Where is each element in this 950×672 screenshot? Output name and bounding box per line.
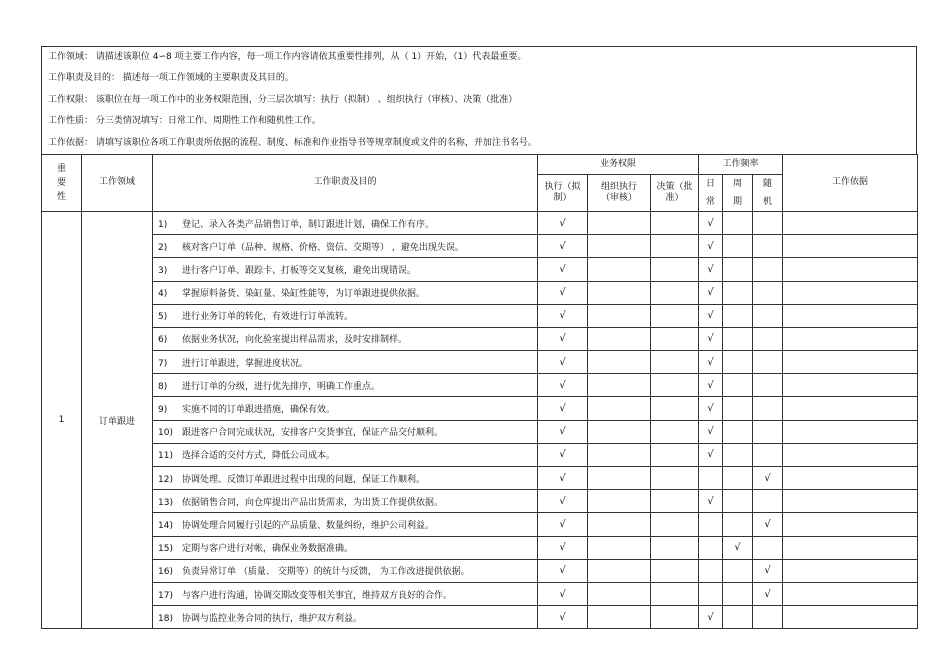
basis-cell [783,443,918,466]
periodic-check-cell [723,327,753,350]
basis-cell [783,420,918,443]
importance-cell: 1 [42,211,82,628]
duty-number: 10) [158,428,173,439]
duty-text: 核对客户订单（品种、规格、价格、资信、交期等） ，避免出现失误。 [182,242,464,253]
random-check-cell [753,536,783,559]
table-row [42,304,918,327]
duty-text: 实施不同的订单跟进措施，确保有效。 [182,405,336,416]
periodic-check-cell [723,513,753,536]
periodic-check-cell: √ [723,536,753,559]
duty-number: 8) [158,381,168,392]
duty-number: 11) [158,451,173,462]
decide-check-cell [651,235,699,258]
header-duties: 工作职责及目的 [153,154,538,211]
duty-number: 16) [158,567,173,578]
daily-check-cell: √ [699,327,723,350]
daily-check-cell: √ [699,490,723,513]
duty-text: 选择合适的交付方式，降低公司成本。 [182,451,336,462]
daily-check-cell: √ [699,281,723,304]
basis-cell [783,304,918,327]
daily-check-cell: √ [699,211,723,234]
header-domain: 工作领域 [82,154,153,211]
random-check-cell [753,420,783,443]
daily-check-cell: √ [699,443,723,466]
table-row [42,374,918,397]
duty-cell [153,606,538,629]
random-check-cell: √ [753,559,783,582]
random-check-cell [753,327,783,350]
table-row [42,490,918,513]
duty-text: 进行订单的分级，进行优先排序，明确工作重点。 [182,381,381,392]
basis-cell [783,397,918,420]
random-check-cell [753,490,783,513]
decide-check-cell [651,374,699,397]
note-nature: 工作性质： 分三类情况填写：日常工作、周期性工作和随机性工作。 [48,116,321,127]
header-periodic: 周期 [723,174,753,211]
organize-check-cell [588,304,651,327]
decide-check-cell [651,582,699,605]
header-execute: 执行（拟制） [538,174,588,211]
duty-number: 7) [158,358,168,369]
daily-check-cell: √ [699,258,723,281]
duty-text: 掌握原料备货、染缸量、染缸性能等，为订单跟进提供依据。 [182,289,426,300]
duty-cell [153,513,538,536]
random-check-cell: √ [753,513,783,536]
table-row [42,258,918,281]
periodic-check-cell [723,420,753,443]
periodic-check-cell [723,351,753,374]
basis-cell [783,606,918,629]
table-row [42,513,918,536]
table-row [42,327,918,350]
duty-text: 进行订单跟进，掌握进度状况。 [182,358,309,369]
header-authority: 业务权限 [538,154,699,174]
daily-check-cell [699,536,723,559]
execute-check-cell: √ [538,327,588,350]
header-daily: 日常 [699,174,723,211]
execute-check-cell: √ [538,606,588,629]
random-check-cell [753,606,783,629]
table-row [42,211,918,234]
duty-cell [153,281,538,304]
organize-check-cell [588,467,651,490]
note-duties: 工作职责及目的： 描述每一项工作领域的主要职责及其目的。 [48,73,294,84]
note-basis: 工作依据： 请填写该职位各项工作职责所依据的流程、制度、标准和作业指导书等规章制度或文件的名称，并加注书名号。 [48,137,537,148]
random-check-cell [753,374,783,397]
execute-check-cell: √ [538,536,588,559]
periodic-check-cell [723,304,753,327]
basis-cell [783,327,918,350]
duty-text: 进行业务订单的转化，有效进行订单流转。 [182,312,354,323]
duty-cell [153,559,538,582]
decide-check-cell [651,420,699,443]
duty-text: 进行客户订单、跟踪卡、打板等交叉复核，避免出现错误。 [182,265,417,276]
basis-cell [783,582,918,605]
basis-cell [783,490,918,513]
duty-number: 4) [158,289,168,300]
organize-check-cell [588,420,651,443]
duty-text: 协调处理合同履行引起的产品质量、数量纠纷，维护公司利益。 [182,520,435,531]
duty-number: 3) [158,265,168,276]
execute-check-cell: √ [538,304,588,327]
duty-text: 协调处理、反馈订单跟进过程中出现的问题，保证工作顺利。 [182,474,426,485]
job-description-sheet [41,46,917,629]
execute-check-cell: √ [538,397,588,420]
daily-check-cell: √ [699,397,723,420]
duty-cell [153,420,538,443]
random-check-cell [753,351,783,374]
table-row [42,351,918,374]
execute-check-cell: √ [538,582,588,605]
random-check-cell: √ [753,582,783,605]
execute-check-cell: √ [538,513,588,536]
execute-check-cell: √ [538,281,588,304]
duty-cell [153,582,538,605]
table-row [42,397,918,420]
basis-cell [783,374,918,397]
duty-cell [153,211,538,234]
decide-check-cell [651,559,699,582]
header-organize: 组织执行（审核） [588,174,651,211]
daily-check-cell [699,559,723,582]
table-row [42,467,918,490]
basis-cell [783,258,918,281]
table-row [42,443,918,466]
organize-check-cell [588,397,651,420]
decide-check-cell [651,281,699,304]
daily-check-cell [699,467,723,490]
execute-check-cell: √ [538,443,588,466]
daily-check-cell [699,513,723,536]
duty-cell [153,304,538,327]
organize-check-cell [588,582,651,605]
execute-check-cell: √ [538,258,588,281]
table-row [42,420,918,443]
random-check-cell [753,281,783,304]
duty-cell [153,374,538,397]
periodic-check-cell [723,211,753,234]
random-check-cell [753,397,783,420]
table-row [42,536,918,559]
periodic-check-cell [723,258,753,281]
organize-check-cell [588,513,651,536]
header-decide: 决策（批准） [651,174,699,211]
header-importance: 重要性 [42,154,82,211]
duty-text: 依据销售合同，向仓库提出产品出货需求，为出货工作提供依据。 [182,497,444,508]
domain-cell: 订单跟进 [82,211,153,628]
organize-check-cell [588,536,651,559]
organize-check-cell [588,374,651,397]
organize-check-cell [588,258,651,281]
basis-cell [783,211,918,234]
daily-check-cell: √ [699,606,723,629]
decide-check-cell [651,606,699,629]
duty-cell [153,490,538,513]
duty-cell [153,351,538,374]
duty-text: 协调与监控业务合同的执行，维护双方利益。 [182,613,363,624]
duty-text: 依据业务状况，向化验室提出样品需求，及时安排制样。 [182,335,408,346]
execute-check-cell: √ [538,420,588,443]
execute-check-cell: √ [538,374,588,397]
execute-check-cell: √ [538,490,588,513]
decide-check-cell [651,351,699,374]
random-check-cell: √ [753,467,783,490]
random-check-cell [753,443,783,466]
duty-text: 跟进客户合同完成状况，安排客户交货事宜，保证产品交付顺利。 [182,428,444,439]
decide-check-cell [651,258,699,281]
daily-check-cell: √ [699,351,723,374]
duty-cell [153,536,538,559]
duty-number: 2) [158,242,168,253]
periodic-check-cell [723,443,753,466]
basis-cell [783,467,918,490]
duty-number: 5) [158,312,168,323]
periodic-check-cell [723,582,753,605]
organize-check-cell [588,235,651,258]
decide-check-cell [651,536,699,559]
duty-number: 9) [158,405,168,416]
header-basis: 工作依据 [783,154,918,211]
basis-cell [783,281,918,304]
organize-check-cell [588,281,651,304]
decide-check-cell [651,490,699,513]
organize-check-cell [588,606,651,629]
duty-number: 6) [158,335,168,346]
table-row [42,606,918,629]
organize-check-cell [588,211,651,234]
duty-cell [153,235,538,258]
random-check-cell [753,258,783,281]
table-row [42,582,918,605]
instructions-block [41,46,917,154]
duty-cell [153,258,538,281]
duties-table [41,154,918,629]
duty-cell [153,443,538,466]
duty-cell [153,467,538,490]
execute-check-cell: √ [538,235,588,258]
organize-check-cell [588,351,651,374]
table-row [42,235,918,258]
decide-check-cell [651,397,699,420]
decide-check-cell [651,513,699,536]
note-domain: 工作领域： 请描述该职位 4∽8 项主要工作内容，每一项工作内容请依其重要性排列，从（ 1）开始，（1）代表最重要。 [48,52,527,62]
duty-cell [153,327,538,350]
duty-text: 负责异常订单 （质量、 交期等）的统计与反馈， 为工作改进提供依据。 [182,567,470,578]
header-frequency: 工作频率 [699,154,783,174]
organize-check-cell [588,559,651,582]
periodic-check-cell [723,606,753,629]
basis-cell [783,235,918,258]
decide-check-cell [651,443,699,466]
periodic-check-cell [723,467,753,490]
organize-check-cell [588,490,651,513]
basis-cell [783,559,918,582]
basis-cell [783,536,918,559]
periodic-check-cell [723,374,753,397]
organize-check-cell [588,327,651,350]
execute-check-cell: √ [538,467,588,490]
periodic-check-cell [723,559,753,582]
periodic-check-cell [723,281,753,304]
periodic-check-cell [723,490,753,513]
decide-check-cell [651,467,699,490]
daily-check-cell: √ [699,420,723,443]
duty-cell [153,397,538,420]
duty-number: 15) [158,544,173,555]
organize-check-cell [588,443,651,466]
daily-check-cell: √ [699,374,723,397]
random-check-cell [753,211,783,234]
duty-number: 17) [158,590,173,601]
daily-check-cell: √ [699,235,723,258]
random-check-cell [753,235,783,258]
decide-check-cell [651,304,699,327]
decide-check-cell [651,211,699,234]
random-check-cell [753,304,783,327]
table-row [42,559,918,582]
periodic-check-cell [723,235,753,258]
basis-cell [783,351,918,374]
basis-cell [783,513,918,536]
duty-number: 14) [158,520,173,531]
periodic-check-cell [723,397,753,420]
execute-check-cell: √ [538,351,588,374]
duty-number: 18) [158,613,173,624]
duty-text: 定期与客户进行对帐，确保业务数据准确。 [182,544,354,555]
duty-number: 1) [158,219,168,230]
duty-number: 13) [158,497,173,508]
table-row [42,281,918,304]
daily-check-cell [699,582,723,605]
duty-number: 12) [158,474,173,485]
execute-check-cell: √ [538,211,588,234]
duty-text: 与客户进行沟通，协调交期改变等相关事宜，维持双方良好的合作。 [182,590,453,601]
duty-text: 登记、录入各类产品销售订单，制订跟进计划，确保工作有序。 [182,219,435,230]
header-random: 随机 [753,174,783,211]
daily-check-cell: √ [699,304,723,327]
execute-check-cell: √ [538,559,588,582]
decide-check-cell [651,327,699,350]
note-authority: 工作权限： 该职位在每一项工作中的业务权限范围，分三层次填写：执行（拟制） 、组织执行（审核）、决策（批准） [48,94,518,105]
